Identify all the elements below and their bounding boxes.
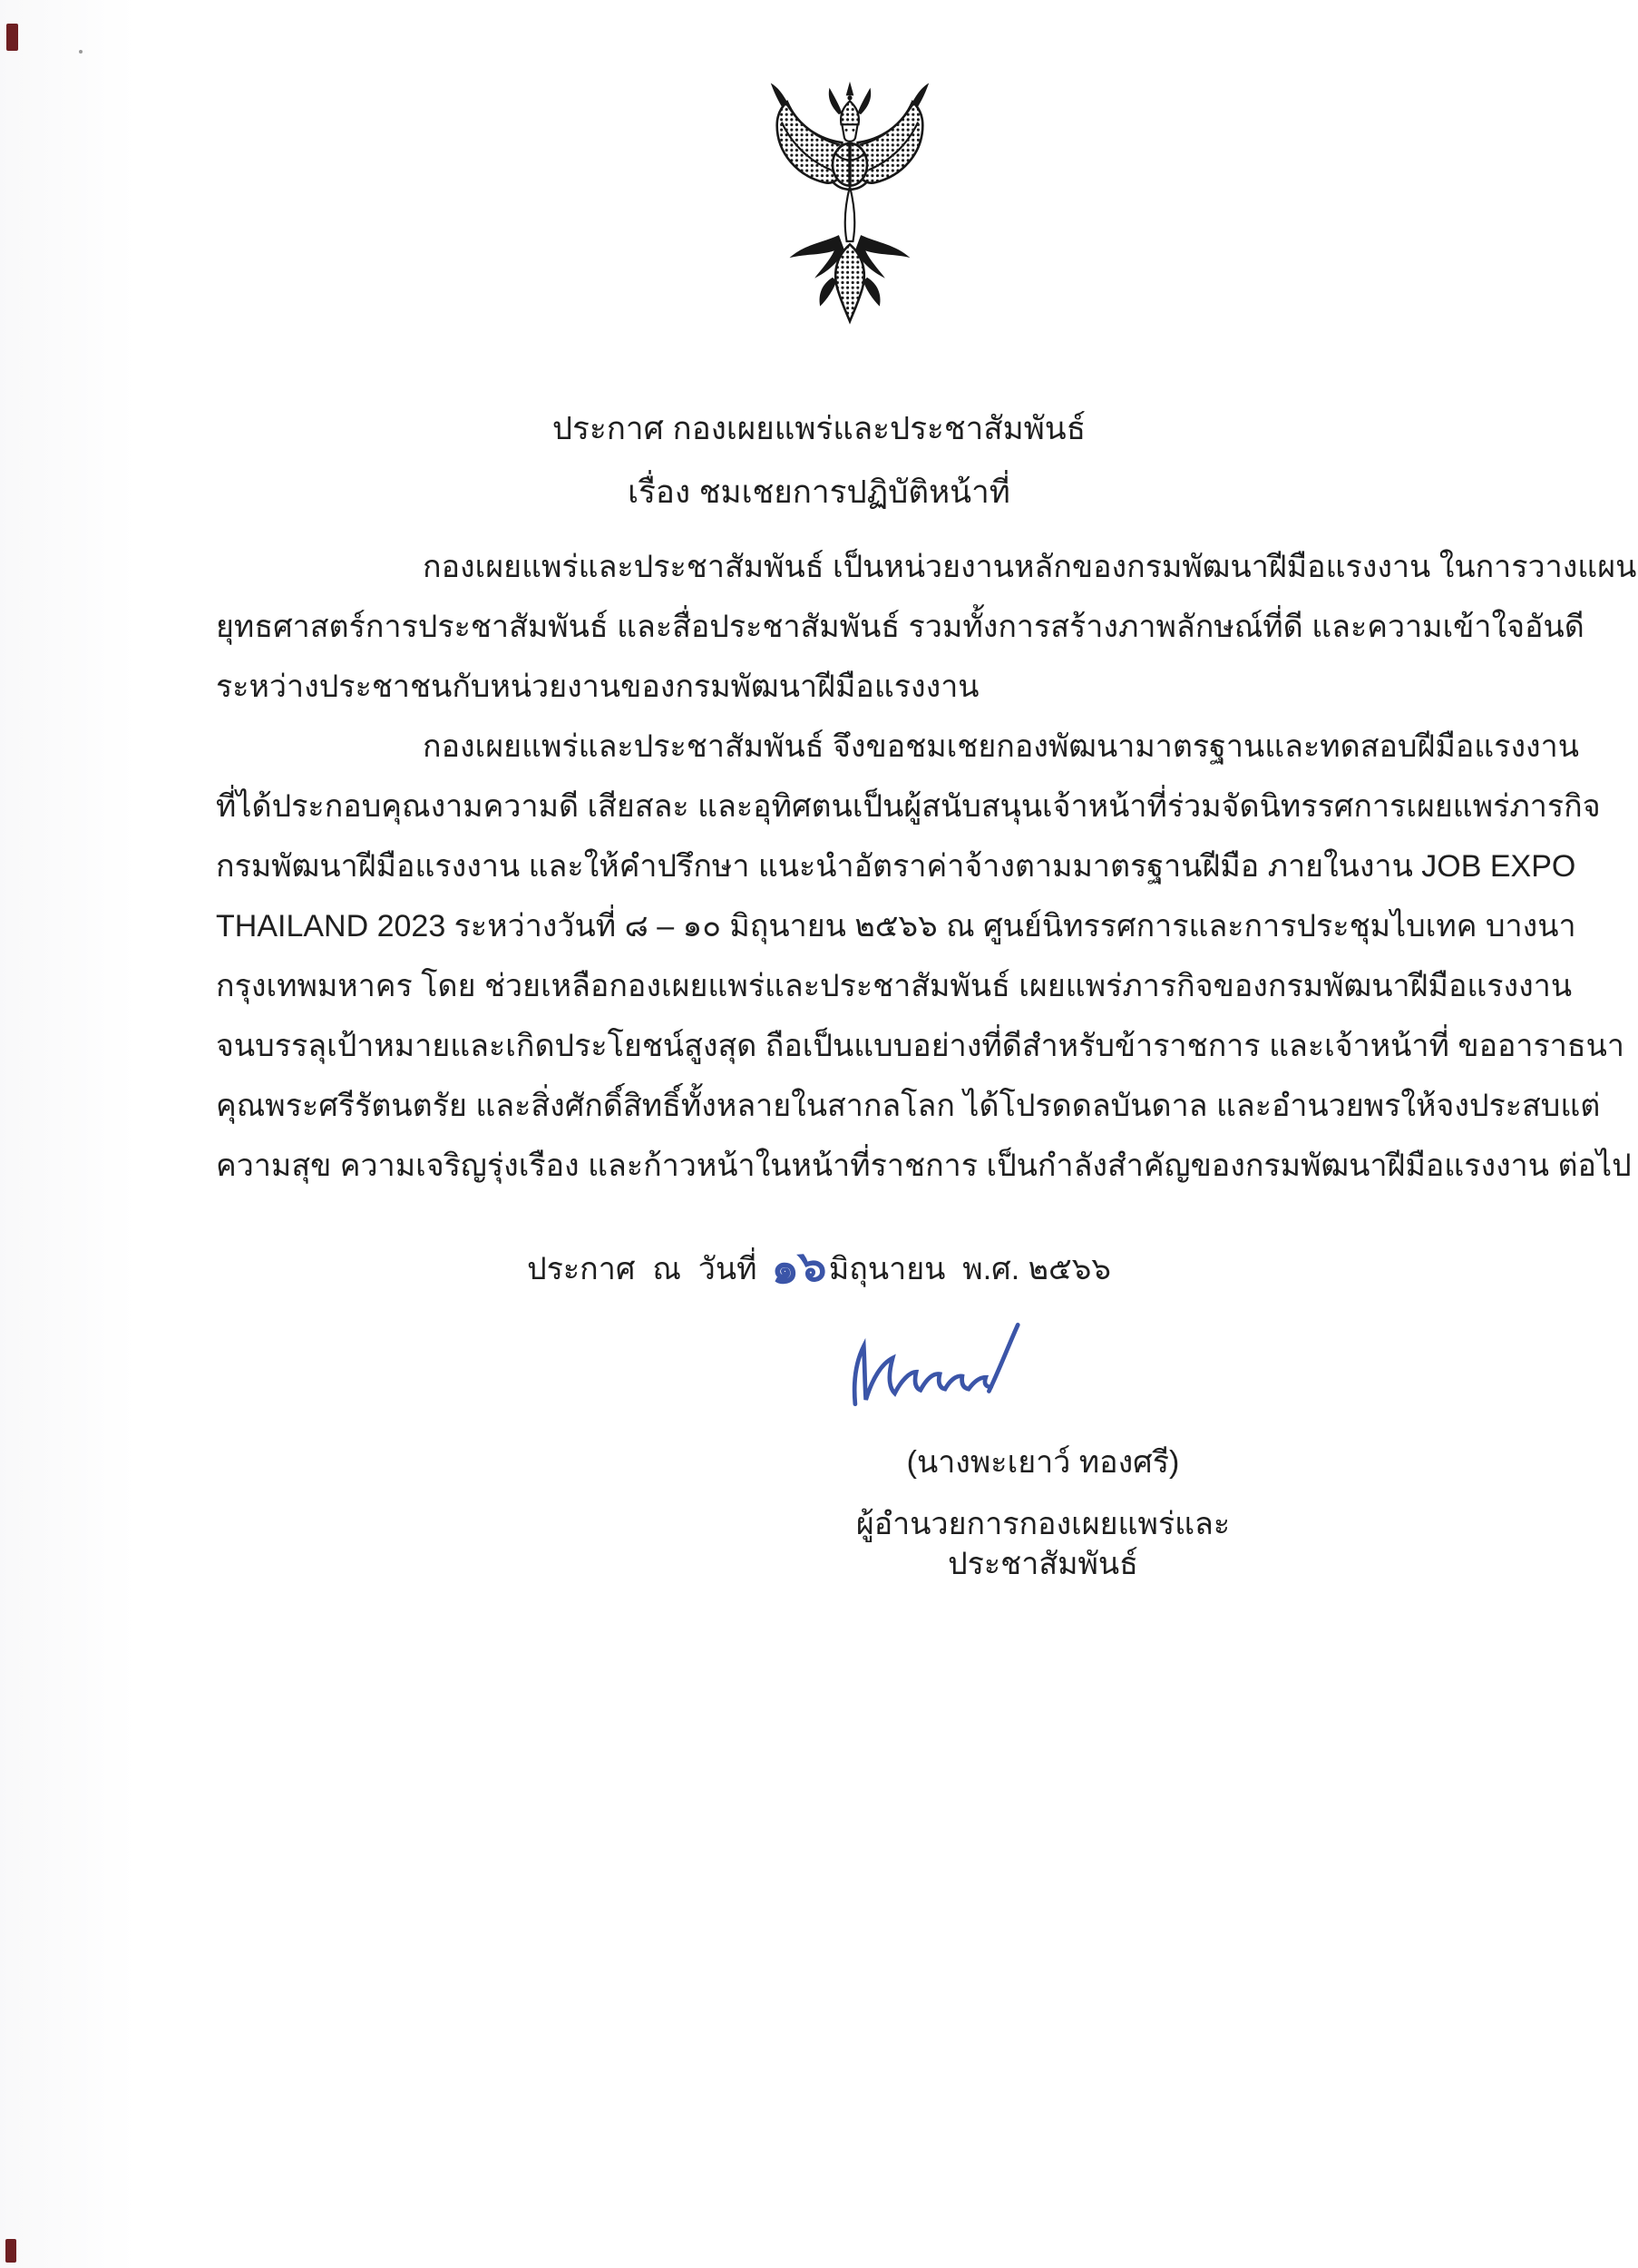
signature-block [766, 1442, 1320, 1584]
garuda-emblem-icon [764, 73, 936, 341]
paragraph1-line: ยุทธศาสตร์การประชาสัมพันธ์ และสื่อประชาสัมพันธ์ รวมทั้งการสร้างภาพลักษณ์ที่ดี และความเข้าใจอันดี [216, 610, 1584, 644]
scan-artifact [6, 24, 18, 51]
paragraph2-line: ความสุข ความเจริญรุ่งเรือง และก้าวหน้าในหน้าที่ราชการ เป็นกำลังสำคัญของกรมพัฒนาฝีมือแรงงาน ต่อไป [216, 1149, 1632, 1183]
date-suffix: มิถุนายน พ.ศ. ๒๕๖๖ [828, 1252, 1111, 1286]
signer-name: (นางพะเยาว์ ทองศรี) [906, 1445, 1180, 1480]
announcement-title [0, 397, 1638, 524]
title-line-subject: เรื่อง ชมเชยการปฏิบัติหน้าที่ [628, 474, 1010, 510]
scan-artifact [79, 50, 83, 54]
paragraph2-line: คุณพระศรีรัตนตรัย และสิ่งศักดิ์สิทธิ์ทั้งหลายในสากลโลก ได้โปรดดลบันดาล และอำนวยพรให้จงประสบแต่ [216, 1089, 1601, 1123]
handwritten-signature-icon [836, 1323, 1054, 1430]
title-line-organization: ประกาศ กองเผยแพร่และประชาสัมพันธ์ [551, 411, 1087, 446]
paragraph2-line: ที่ได้ประกอบคุณงามความดี เสียสละ และอุทิศตนเป็นผู้สนับสนุนเจ้าหน้าที่ร่วมจัดนิทรรศการเผยแพร่ภารกิจ [216, 789, 1601, 824]
signer-position: ผู้อำนวยการกองเผยแพร่และประชาสัมพันธ์ [855, 1507, 1231, 1581]
scan-edge-shading [0, 0, 136, 2268]
paragraph2-line: จนบรรลุเป้าหมายและเกิดประโยชน์สูงสุด ถือเป็นแบบอย่างที่ดีสำหรับข้าราชการ และเจ้าหน้าที่ ขออาราธนา [216, 1029, 1624, 1063]
scan-artifact [5, 2239, 16, 2263]
date-prefix: ประกาศ ณ วันที่ [527, 1252, 765, 1286]
handwritten-day: ๑๖ [769, 1239, 828, 1295]
paragraph2-line: กรมพัฒนาฝีมือแรงงาน และให้คำปรึกษา แนะนำอัตราค่าจ้างตามมาตรฐานฝีมือ ภายในงาน JOB EXPO [216, 849, 1576, 884]
paragraph1-line: กองเผยแพร่และประชาสัมพันธ์ เป็นหน่วยงานหลักของกรมพัฒนาฝีมือแรงงาน ในการวางแผน [423, 550, 1637, 584]
date-line [0, 1230, 1638, 1299]
body-text [216, 537, 1637, 1196]
paragraph2-line: THAILAND 2023 ระหว่างวันที่ ๘ – ๑๐ มิถุนายน ๒๕๖๖ ณ ศูนย์นิทรรศการและการประชุมไบเทค บางนา [216, 909, 1576, 943]
paragraph1-line: ระหว่างประชาชนกับหน่วยงานของกรมพัฒนาฝีมือแรงงาน [216, 670, 980, 704]
paragraph2-line: กรุงเทพมหาคร โดย ช่วยเหลือกองเผยแพร่และประชาสัมพันธ์ เผยแพร่ภารกิจของกรมพัฒนาฝีมือแรงงาน [216, 969, 1573, 1003]
paragraph2-line: กองเผยแพร่และประชาสัมพันธ์ จึงขอชมเชยกองพัฒนามาตรฐานและทดสอบฝีมือแรงงาน [423, 729, 1579, 764]
